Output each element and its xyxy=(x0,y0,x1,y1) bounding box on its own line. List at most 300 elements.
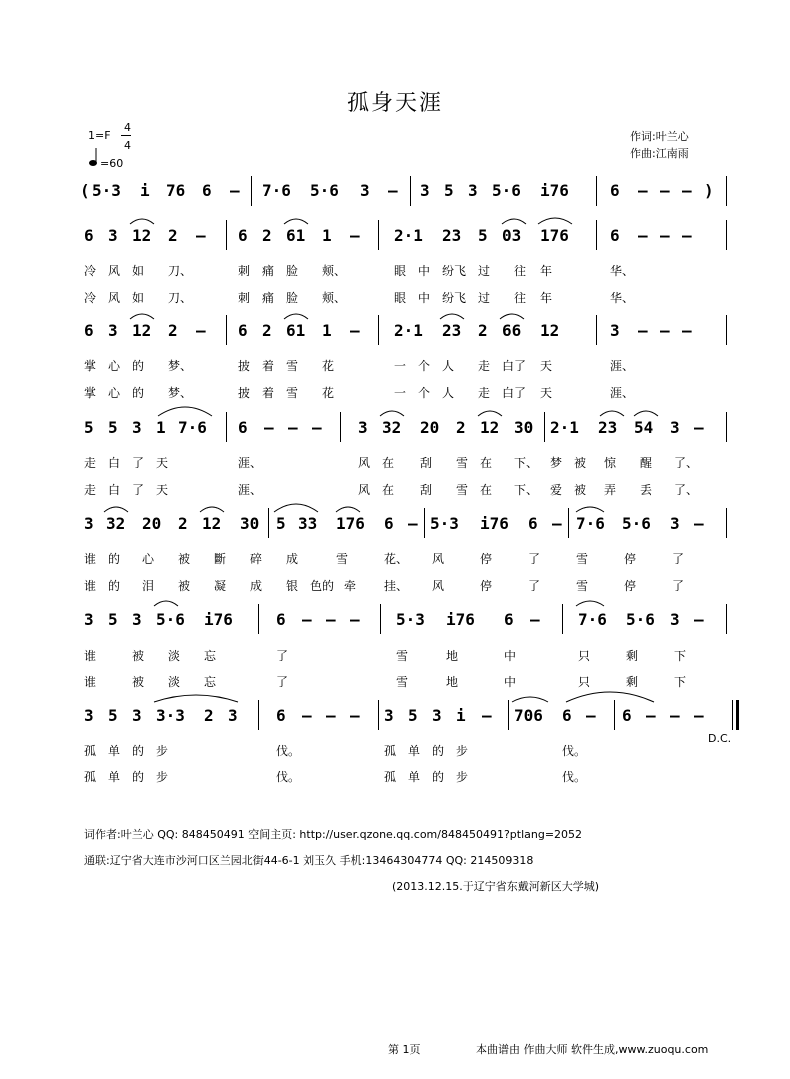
lyric: 白了 xyxy=(502,386,527,400)
lyric: 涯、 xyxy=(610,386,635,400)
note: 3 xyxy=(384,706,394,725)
note: 6 xyxy=(238,418,248,437)
lyric: 剩 xyxy=(626,649,639,663)
note: 2 xyxy=(262,226,272,245)
lyric: 披 xyxy=(238,386,251,400)
note: 30 xyxy=(514,418,534,437)
lyric: 雪 xyxy=(396,675,409,689)
note: – xyxy=(660,181,670,200)
lyric: 走 xyxy=(478,359,491,373)
note: 12 xyxy=(202,514,222,533)
lyric: 只 xyxy=(578,649,591,663)
lyric: 眼 xyxy=(394,291,407,305)
note: – xyxy=(682,321,692,340)
note: 61 xyxy=(286,226,306,245)
note: – xyxy=(660,226,670,245)
lyric: 步 xyxy=(156,770,169,784)
lyric: 往 xyxy=(514,264,527,278)
lyric: 孤 xyxy=(84,744,97,758)
note: 3 xyxy=(432,706,442,725)
note: 30 xyxy=(240,514,260,533)
lyric: 中 xyxy=(504,675,517,689)
lyric: 忘 xyxy=(204,649,217,663)
lyric: 伐。 xyxy=(562,744,587,758)
lyric: 停 xyxy=(624,552,637,566)
note: 3 xyxy=(670,514,680,533)
note: 2·1 xyxy=(550,418,579,437)
lyric: 的 xyxy=(108,552,121,566)
note: – xyxy=(326,706,336,725)
lyric: 心 xyxy=(108,359,121,373)
note: – xyxy=(660,321,670,340)
note: – xyxy=(288,418,298,437)
lyric: 刀、 xyxy=(168,264,193,278)
lyric: 在 xyxy=(480,456,493,470)
note: – xyxy=(694,514,704,533)
lyric: 天 xyxy=(540,359,553,373)
lyric: 停 xyxy=(480,552,493,566)
lyric: 的 xyxy=(432,770,445,784)
lyricist-credit: 作词:叶兰心 xyxy=(630,130,689,143)
note: 176 xyxy=(540,226,569,245)
note: 32 xyxy=(106,514,126,533)
note: i76 xyxy=(540,181,569,200)
lyric: 一 xyxy=(394,386,407,400)
lyric: 人 xyxy=(442,386,455,400)
note: 3 xyxy=(84,514,94,533)
note: – xyxy=(302,706,312,725)
note: 12 xyxy=(132,226,152,245)
lyric: 碎 xyxy=(250,552,263,566)
lyric: 刮 xyxy=(420,483,433,497)
note: 2 xyxy=(478,321,488,340)
note: 3 xyxy=(108,321,118,340)
note: i76 xyxy=(480,514,509,533)
lyric: 地 xyxy=(446,649,459,663)
lyric: 了 xyxy=(672,579,685,593)
note: – xyxy=(230,181,240,200)
lyric: 痛 xyxy=(262,264,275,278)
lyric: 丢 xyxy=(640,483,653,497)
note: 6 xyxy=(84,226,94,245)
note: – xyxy=(196,321,206,340)
lyric: 谁 xyxy=(84,579,97,593)
lyric: 着 xyxy=(262,386,275,400)
lyric: 剩 xyxy=(626,675,639,689)
lyric: 眼 xyxy=(394,264,407,278)
note: 23 xyxy=(442,321,462,340)
note: 12 xyxy=(480,418,500,437)
lyric: 淡 xyxy=(168,649,181,663)
lyric: 被 xyxy=(132,649,145,663)
note: 5 xyxy=(276,514,286,533)
lyric: 步 xyxy=(156,744,169,758)
lyric: 走 xyxy=(84,456,97,470)
note: 6 xyxy=(504,610,514,629)
note: 6 xyxy=(610,181,620,200)
lyric: 地 xyxy=(446,675,459,689)
note: ) xyxy=(704,181,714,200)
page-title: 孤身天涯 xyxy=(346,91,443,116)
da-capo-marking: D.C. xyxy=(708,732,732,745)
lyric: 走 xyxy=(478,386,491,400)
lyric: 天 xyxy=(156,456,169,470)
note: 7·6 xyxy=(178,418,207,437)
lyric: 了 xyxy=(528,579,541,593)
lyric: 涯、 xyxy=(238,456,263,470)
lyric: 被 xyxy=(574,456,587,470)
note: 23 xyxy=(442,226,462,245)
note: 2 xyxy=(456,418,466,437)
note: 706 xyxy=(514,706,543,725)
note: 6 xyxy=(202,181,212,200)
note: – xyxy=(638,181,648,200)
lyric: 了、 xyxy=(674,456,699,470)
lyric: 被 xyxy=(574,483,587,497)
note: 32 xyxy=(382,418,402,437)
lyric: 忘 xyxy=(204,675,217,689)
lyric: 被 xyxy=(178,579,191,593)
lyric: 纷飞 xyxy=(442,291,467,305)
lyric: 涯、 xyxy=(610,359,635,373)
lyric: 在 xyxy=(382,483,395,497)
lyric: 谁 xyxy=(84,675,97,689)
note: 6 xyxy=(384,514,394,533)
lyric: 华、 xyxy=(610,264,635,278)
lyric: 颊、 xyxy=(322,291,347,305)
lyric: 凝 xyxy=(214,579,227,593)
note: 1 xyxy=(322,226,332,245)
lyric: 谁 xyxy=(84,552,97,566)
note: – xyxy=(646,706,656,725)
page-number: 第 1页 xyxy=(388,1043,421,1056)
lyric: 花 xyxy=(322,359,335,373)
lyric: 了 xyxy=(132,456,145,470)
note: – xyxy=(482,706,492,725)
note: 3 xyxy=(132,610,142,629)
note: 3 xyxy=(610,321,620,340)
lyric: 被 xyxy=(178,552,191,566)
note: 5 xyxy=(108,610,118,629)
lyric: 了 xyxy=(528,552,541,566)
lyric: 白了 xyxy=(502,359,527,373)
lyric: 的 xyxy=(132,386,145,400)
lyric: 刺 xyxy=(238,291,251,305)
lyric: 下、 xyxy=(514,483,539,497)
composer-credit: 作曲:江南雨 xyxy=(630,147,689,160)
lyric: 如 xyxy=(132,264,145,278)
lyric: 花、 xyxy=(384,552,409,566)
lyric: 的 xyxy=(132,770,145,784)
note: – xyxy=(264,418,274,437)
lyric: 过 xyxy=(478,291,491,305)
note: i76 xyxy=(446,610,475,629)
lyric: 着 xyxy=(262,359,275,373)
lyric: 中 xyxy=(504,649,517,663)
note: 5·3 xyxy=(92,181,121,200)
lyric: 弄 xyxy=(604,483,617,497)
lyric: 伐。 xyxy=(276,770,301,784)
lyric: 风 xyxy=(358,483,371,497)
lyric: 刺 xyxy=(238,264,251,278)
lyric: 只 xyxy=(578,675,591,689)
note: 2 xyxy=(204,706,214,725)
tempo-marking: =60 xyxy=(100,157,124,170)
note: – xyxy=(326,610,336,629)
lyric: 停 xyxy=(480,579,493,593)
note: – xyxy=(196,226,206,245)
lyric: 斷 xyxy=(214,552,227,566)
note: 176 xyxy=(336,514,365,533)
lyric: 伐。 xyxy=(562,770,587,784)
note: 12 xyxy=(132,321,152,340)
lyric: 单 xyxy=(408,744,421,758)
lyric: 步 xyxy=(456,770,469,784)
lyric: 白 xyxy=(108,483,121,497)
note: 3 xyxy=(228,706,238,725)
lyric: 被 xyxy=(132,675,145,689)
note: ( xyxy=(80,181,90,200)
lyric: 掌 xyxy=(84,359,97,373)
note: 3 xyxy=(670,610,680,629)
lyric: 牵 xyxy=(344,579,357,593)
lyric: 单 xyxy=(408,770,421,784)
lyric: 花 xyxy=(322,386,335,400)
note: 5·6 xyxy=(626,610,655,629)
note: 5·6 xyxy=(622,514,651,533)
note: 3 xyxy=(84,610,94,629)
lyric: 脸 xyxy=(286,264,299,278)
note: 6 xyxy=(562,706,572,725)
lyric: 走 xyxy=(84,483,97,497)
lyric: 刮 xyxy=(420,456,433,470)
lyric: 泪 xyxy=(142,579,155,593)
lyric: 了 xyxy=(132,483,145,497)
lyric: 下 xyxy=(674,675,687,689)
note: 2 xyxy=(178,514,188,533)
lyric: 下 xyxy=(674,649,687,663)
note: 2 xyxy=(168,226,178,245)
note: 5·3 xyxy=(396,610,425,629)
lyric: 步 xyxy=(456,744,469,758)
note: 5 xyxy=(108,418,118,437)
lyric: 成 xyxy=(250,579,263,593)
lyric: 华、 xyxy=(610,291,635,305)
lyric: 了 xyxy=(276,675,289,689)
note: 5·3 xyxy=(430,514,459,533)
lyric: 梦、 xyxy=(168,386,193,400)
lyric: 冷 xyxy=(84,264,97,278)
note: – xyxy=(552,514,562,533)
lyric: 成 xyxy=(286,552,299,566)
lyric: 色的 xyxy=(310,579,335,593)
lyric: 的 xyxy=(132,359,145,373)
note: 1 xyxy=(322,321,332,340)
lyric: 雪 xyxy=(456,456,469,470)
note: 3 xyxy=(420,181,430,200)
lyric: 往 xyxy=(514,291,527,305)
note: 03 xyxy=(502,226,522,245)
lyric: 雪 xyxy=(286,359,299,373)
lyric: 颊、 xyxy=(322,264,347,278)
note: – xyxy=(638,321,648,340)
lyric: 惊 xyxy=(604,456,617,470)
lyric: 雪 xyxy=(396,649,409,663)
lyric: 了 xyxy=(276,649,289,663)
lyric: 年 xyxy=(540,264,553,278)
lyric: 停 xyxy=(624,579,637,593)
note: 5 xyxy=(84,418,94,437)
lyric: 单 xyxy=(108,744,121,758)
note: 7·6 xyxy=(576,514,605,533)
lyric: 挂、 xyxy=(384,579,409,593)
lyric: 风 xyxy=(358,456,371,470)
note: 6 xyxy=(276,706,286,725)
lyric: 风 xyxy=(432,579,445,593)
lyric: 掌 xyxy=(84,386,97,400)
lyric: 谁 xyxy=(84,649,97,663)
lyric: 风 xyxy=(108,264,121,278)
key-signature: 1=F xyxy=(88,129,111,142)
lyric: 的 xyxy=(132,744,145,758)
note: 3 xyxy=(108,226,118,245)
lyric: 痛 xyxy=(262,291,275,305)
lyric: 过 xyxy=(478,264,491,278)
lyric: 年 xyxy=(540,291,553,305)
note: – xyxy=(586,706,596,725)
lyric: 中 xyxy=(418,291,431,305)
note: – xyxy=(682,226,692,245)
lyric: 了、 xyxy=(674,483,699,497)
note: 6 xyxy=(622,706,632,725)
note: 12 xyxy=(540,321,560,340)
lyric: 冷 xyxy=(84,291,97,305)
contact-line-2: 通联:辽宁省大连市沙河口区兰园北街44-6-1 刘玉久 手机:13464304774 QQ: 214509318 xyxy=(84,854,534,867)
note: 3 xyxy=(132,418,142,437)
note: 54 xyxy=(634,418,654,437)
note: 5·6 xyxy=(310,181,339,200)
lyric: 在 xyxy=(382,456,395,470)
note: 2 xyxy=(168,321,178,340)
note: 20 xyxy=(420,418,440,437)
lyric: 淡 xyxy=(168,675,181,689)
lyric: 在 xyxy=(480,483,493,497)
note: 3 xyxy=(670,418,680,437)
lyric: 如 xyxy=(132,291,145,305)
note: 6 xyxy=(238,226,248,245)
lyric: 梦 xyxy=(550,456,563,470)
note: 6 xyxy=(610,226,620,245)
lyric: 天 xyxy=(540,386,553,400)
note: 5 xyxy=(478,226,488,245)
note: – xyxy=(694,418,704,437)
lyric: 下、 xyxy=(514,456,539,470)
note: i76 xyxy=(204,610,233,629)
note: 3 xyxy=(468,181,478,200)
lyric: 一 xyxy=(394,359,407,373)
note: 2·1 xyxy=(394,321,423,340)
lyric: 风 xyxy=(432,552,445,566)
lyric: 白 xyxy=(108,456,121,470)
note: – xyxy=(350,226,360,245)
lyric: 孤 xyxy=(84,770,97,784)
note: 7·6 xyxy=(262,181,291,200)
lyric: 心 xyxy=(142,552,155,566)
software-credit: 本曲谱由 作曲大师 软件生成,www.zuoqu.com xyxy=(476,1043,709,1056)
note: 66 xyxy=(502,321,522,340)
lyric: 了 xyxy=(672,552,685,566)
note: i xyxy=(140,181,150,200)
lyric: 中 xyxy=(418,264,431,278)
note: – xyxy=(638,226,648,245)
lyric: 脸 xyxy=(286,291,299,305)
note: 3 xyxy=(360,181,370,200)
note: – xyxy=(530,610,540,629)
note: – xyxy=(694,610,704,629)
note: – xyxy=(694,706,704,725)
time-signature-bottom: 4 xyxy=(124,139,131,152)
lyric: 心 xyxy=(108,386,121,400)
note: 33 xyxy=(298,514,318,533)
lyric: 风 xyxy=(108,291,121,305)
lyric: 披 xyxy=(238,359,251,373)
note: 5·6 xyxy=(492,181,521,200)
lyric: 涯、 xyxy=(238,483,263,497)
note: 3 xyxy=(84,706,94,725)
lyric: 单 xyxy=(108,770,121,784)
note: 23 xyxy=(598,418,618,437)
lyric: 雪 xyxy=(336,552,349,566)
note: – xyxy=(408,514,418,533)
note: 1 xyxy=(156,418,166,437)
note: 6 xyxy=(528,514,538,533)
note: – xyxy=(388,181,398,200)
note: i xyxy=(456,706,466,725)
note: 5 xyxy=(444,181,454,200)
note: 3·3 xyxy=(156,706,185,725)
note: 3 xyxy=(132,706,142,725)
note: – xyxy=(682,181,692,200)
note: 76 xyxy=(166,181,186,200)
lyric: 孤 xyxy=(384,744,397,758)
lyric: 雪 xyxy=(286,386,299,400)
note: 6 xyxy=(84,321,94,340)
note: – xyxy=(312,418,322,437)
lyric: 纷飞 xyxy=(442,264,467,278)
note: – xyxy=(350,610,360,629)
lyric: 的 xyxy=(432,744,445,758)
note: 2 xyxy=(262,321,272,340)
note: – xyxy=(350,321,360,340)
lyric: 爱 xyxy=(550,483,563,497)
note: 2·1 xyxy=(394,226,423,245)
note: 7·6 xyxy=(578,610,607,629)
note: – xyxy=(670,706,680,725)
note: 6 xyxy=(238,321,248,340)
time-signature-top: 4 xyxy=(124,121,131,134)
note: 5 xyxy=(408,706,418,725)
contact-line-1: 词作者:叶兰心 QQ: 848450491 空间主页: http://user.qzone.qq.com/848450491?ptlang=2052 xyxy=(84,828,583,841)
note: 20 xyxy=(142,514,162,533)
lyric: 孤 xyxy=(384,770,397,784)
lyric: 雪 xyxy=(456,483,469,497)
lyric: 伐。 xyxy=(276,744,301,758)
note: 5 xyxy=(108,706,118,725)
lyric: 个 xyxy=(418,359,431,373)
lyric: 雪 xyxy=(576,552,589,566)
lyric: 的 xyxy=(108,579,121,593)
note: 5·6 xyxy=(156,610,185,629)
